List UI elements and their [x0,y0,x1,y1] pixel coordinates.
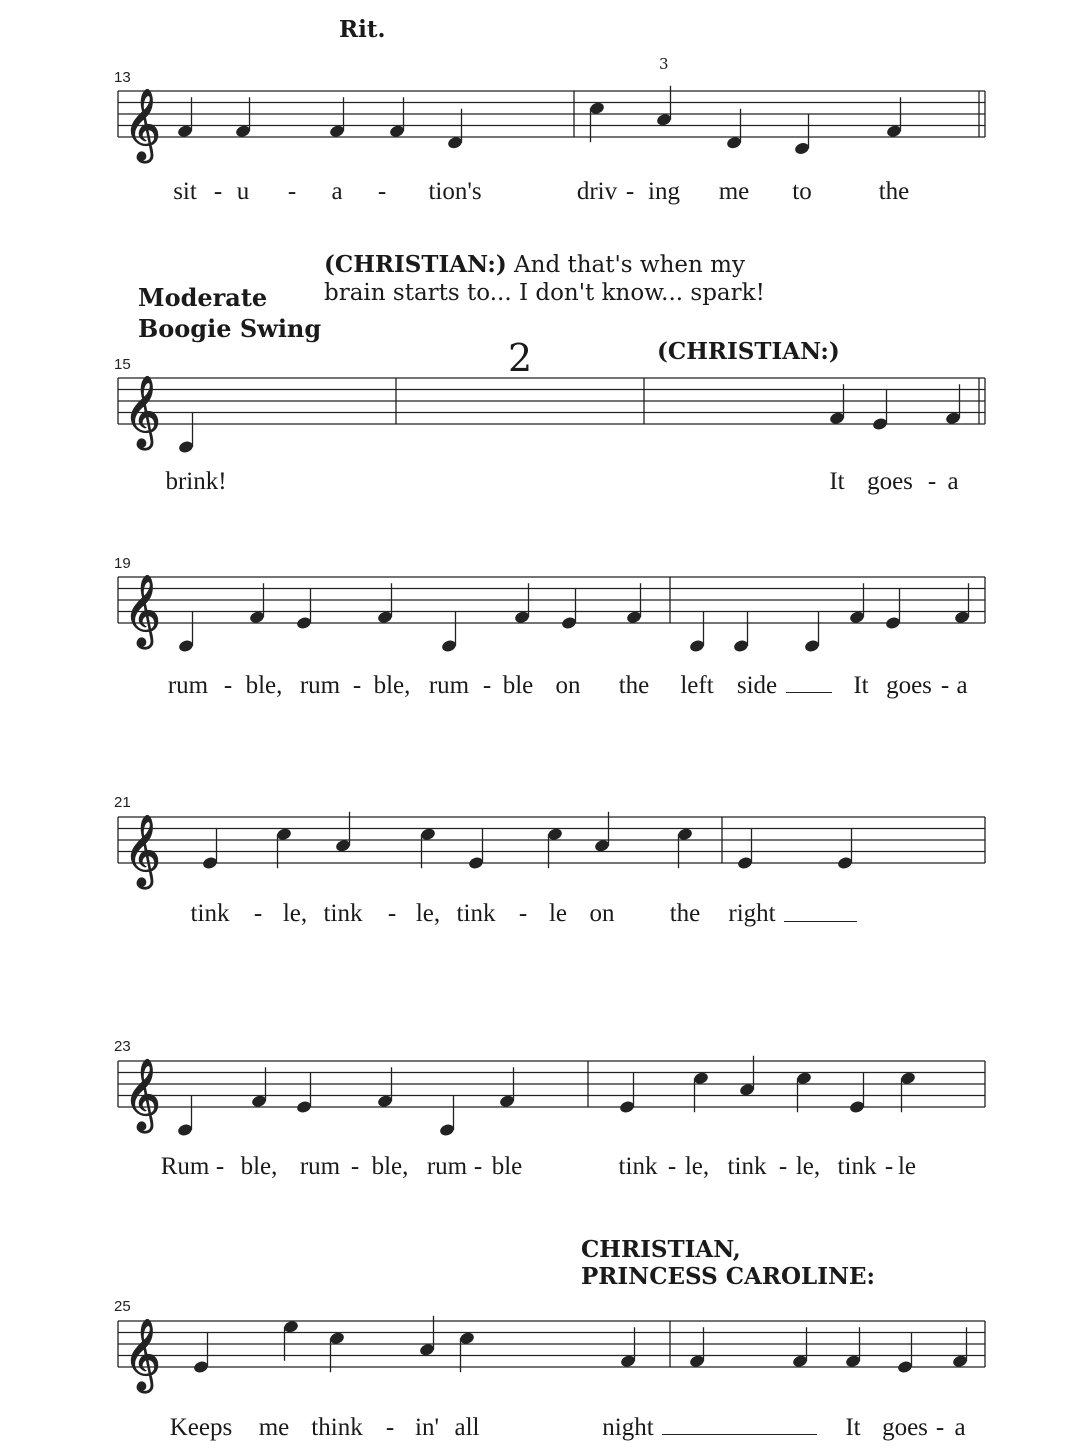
notehead [594,838,611,853]
singer-cue-line-1: CHRISTIAN, [581,1236,741,1263]
measure-number: 15 [114,356,131,373]
notehead [794,141,811,156]
lyric: a [954,1414,966,1441]
lyric: sit [173,178,197,205]
tempo-moderate: Moderate [138,283,268,312]
treble-clef: 𝄞 [124,1057,161,1130]
notehead [845,1354,862,1369]
notehead [849,1100,866,1115]
notehead [499,1094,516,1109]
tuplet-number: 3 [659,55,669,73]
treble-clef: 𝄞 [124,374,161,447]
notehead [329,124,346,139]
notehead [459,1331,476,1346]
notehead [792,1354,809,1369]
notehead [547,827,564,842]
lyric: rum [426,1153,468,1180]
lyric-hyphen: - [223,672,233,699]
lyric-extender [784,921,857,922]
lyric: to [792,178,812,205]
notehead [885,616,902,631]
lyric: in' [415,1414,439,1441]
lyric: tink [837,1153,877,1180]
notehead [900,1071,917,1086]
notehead [829,411,846,426]
dialogue-line-2: brain starts to... I don't know... spark! [324,280,765,306]
measure-number: 23 [114,1038,131,1055]
notehead [804,639,821,654]
notehead [837,856,854,871]
lyric-hyphen: - [377,178,387,205]
lyric: all [454,1414,480,1441]
notehead [849,610,866,625]
notehead [954,610,971,625]
notehead [202,856,219,871]
lyric: side [736,672,778,699]
notehead [619,1100,636,1115]
lyric: on [555,672,581,699]
lyric: ble, [240,1153,278,1180]
lyric: left [680,672,714,699]
lyric: Rum [160,1153,210,1180]
lyric: tink [618,1153,658,1180]
lyric-hyphen: - [778,1153,788,1180]
lyric: me [258,1414,290,1441]
notehead [733,639,750,654]
singer-cue-line-2: PRINCESS CAROLINE: [581,1263,876,1290]
notehead [739,1082,756,1097]
notehead [420,827,437,842]
notehead [626,610,643,625]
lyric: ble [491,1153,523,1180]
lyric: brink! [165,468,227,495]
notehead [796,1071,813,1086]
lyric: le, [795,1153,821,1180]
dialogue-text-1: And that's when my [514,252,745,278]
measure-number: 21 [114,794,131,811]
notehead [178,639,195,654]
lyric: u [236,178,250,205]
lyric: le [897,1153,917,1180]
lyric: rum [428,672,470,699]
lyric: a [947,468,959,495]
notehead [689,639,706,654]
lyric-extender [786,692,832,693]
lyric-hyphen: - [387,900,397,927]
notehead [276,827,293,842]
notehead [389,124,406,139]
lyric: It [853,672,869,699]
lyric: the [878,178,910,205]
notehead [251,1094,268,1109]
lyric: rum [299,1153,341,1180]
lyric: on [589,900,615,927]
dialogue-line-1 [324,251,745,278]
notehead [561,616,578,631]
tempo-rit: Rit. [339,16,386,43]
lyric-extender [662,1434,817,1435]
notehead [620,1354,637,1369]
dialogue-speaker: (CHRISTIAN:) [324,251,507,278]
lyric-hyphen: - [625,178,635,205]
lyric-hyphen: - [352,672,362,699]
notehead [439,1123,456,1138]
notehead [726,135,743,150]
lyric-hyphen: - [287,178,297,205]
lyric-hyphen: - [213,178,223,205]
lyric: le, [282,900,308,927]
notehead [235,124,252,139]
lyric-hyphen: - [884,1153,894,1180]
lyric: think [311,1414,363,1441]
notehead [468,856,485,871]
notehead [177,124,194,139]
lyric-hyphen: - [927,468,937,495]
notehead [737,856,754,871]
notehead [952,1354,969,1369]
lyric-hyphen: - [935,1414,945,1441]
lyric: driv [576,178,618,205]
notehead [945,411,962,426]
notehead [177,1123,194,1138]
notehead [377,1094,394,1109]
lyric-hyphen: - [253,900,263,927]
lyric: the [618,672,650,699]
lyric: rum [167,672,209,699]
treble-clef: 𝄞 [124,87,161,160]
lyric: tink [190,900,230,927]
lyric: le [548,900,568,927]
treble-clef: 𝄞 [124,813,161,886]
lyric: tink [727,1153,767,1180]
lyric: goes [886,672,932,699]
notehead [178,440,195,455]
lyric: ble, [371,1153,409,1180]
notehead [447,135,464,150]
lyric: night [602,1414,654,1441]
lyric: tink [456,900,496,927]
lyric: It [829,468,845,495]
lyric: rum [299,672,341,699]
lyric: ble [502,672,534,699]
notehead [677,827,694,842]
notehead [656,112,673,127]
notehead [589,101,606,116]
notehead [296,1100,313,1115]
lyric: tink [323,900,363,927]
lyric: a [956,672,968,699]
notehead [329,1331,346,1346]
notehead [886,124,903,139]
notehead [441,639,458,654]
measure-number: 25 [114,1298,131,1315]
notehead [514,610,531,625]
measure-number: 13 [114,69,131,86]
measure-number: 19 [114,555,131,572]
lyric: tion's [428,178,482,205]
lyric-hyphen: - [940,672,950,699]
notehead [283,1319,300,1334]
lyric-hyphen: - [667,1153,677,1180]
lyric: Keeps [169,1414,233,1441]
lyric: It [845,1414,861,1441]
lyric: me [718,178,750,205]
notehead [872,417,889,432]
lyric: the [669,900,701,927]
treble-clef: 𝄞 [124,1317,161,1390]
singer-cue-christian: (CHRISTIAN:) [657,338,840,365]
lyric: a [331,178,343,205]
lyric: ble, [245,672,283,699]
lyric: le, [415,900,441,927]
lyric: goes [867,468,913,495]
notehead [897,1360,914,1375]
lyric-hyphen: - [215,1153,225,1180]
lyric: right [728,900,776,927]
lyric-hyphen: - [350,1153,360,1180]
notehead [296,616,313,631]
lyric-hyphen: - [518,900,528,927]
notehead [377,610,394,625]
notehead [335,838,352,853]
lyric: ble, [373,672,411,699]
tempo-boogie-swing: Boogie Swing [138,314,322,343]
notehead [419,1342,436,1357]
lyric-hyphen: - [482,672,492,699]
lyric: goes [882,1414,928,1441]
treble-clef: 𝄞 [124,573,161,646]
lyric: ing [648,178,680,205]
notehead [689,1354,706,1369]
lyric-hyphen: - [385,1414,395,1441]
notehead [693,1071,710,1086]
lyric: le, [684,1153,710,1180]
notehead [193,1360,210,1375]
notehead [249,610,266,625]
lyric-hyphen: - [473,1153,483,1180]
multirest-count: 2 [508,336,533,380]
